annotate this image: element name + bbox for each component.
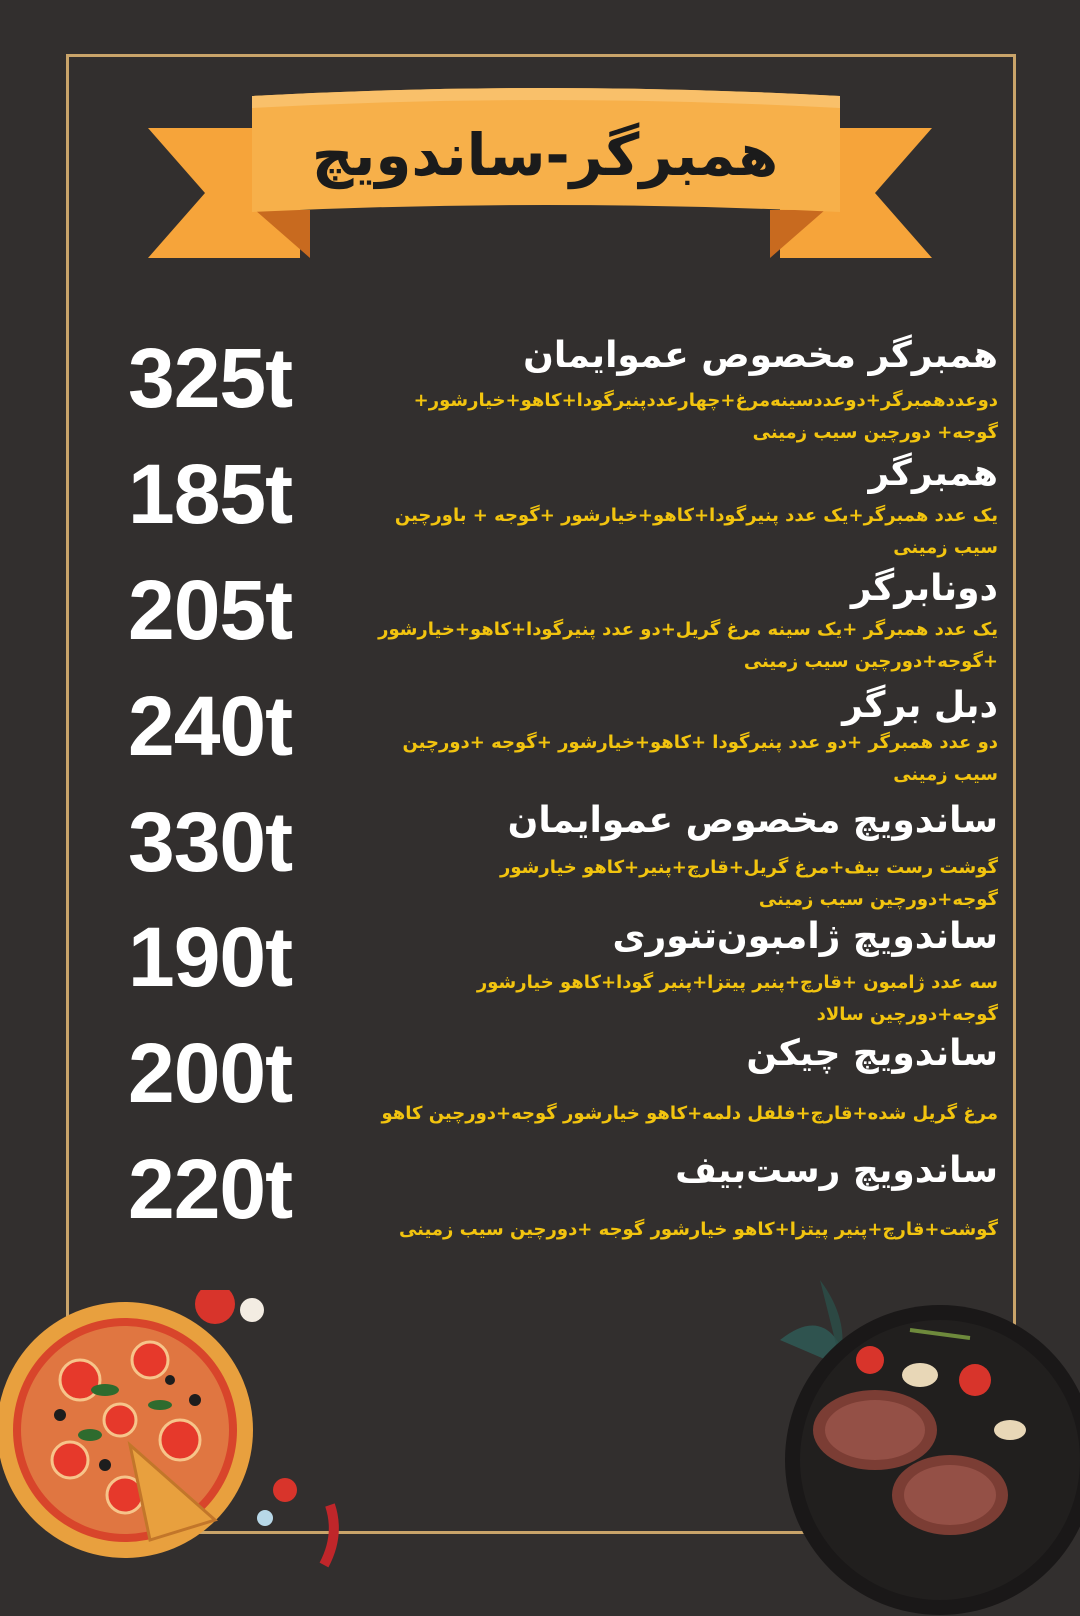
item-description: مرغ گریل شده+قارچ+فلفل دلمه+کاهو خیارشور گوجه+دورچین کاهو: [381, 1103, 998, 1124]
item-price: 190t: [128, 910, 293, 1004]
item-price: 220t: [128, 1142, 293, 1236]
item-price: 200t: [128, 1026, 293, 1120]
item-name: همبرگر: [868, 453, 998, 494]
item-name: ساندویچ رست‌بیف: [675, 1150, 998, 1191]
item-price: 240t: [128, 679, 293, 773]
item-name: ساندویچ ژامبون‌تنوری: [612, 916, 998, 957]
item-name: ساندویچ چیکن: [746, 1033, 998, 1074]
item-description: سه عدد ژامبون +قارچ+پنیر پیتزا+پنیر گودا+کاهو خیارشور گوجه+دورچین سالاد: [476, 972, 998, 1025]
menu-title: همبرگر-ساندویچ: [311, 121, 779, 189]
item-name: ساندویچ مخصوص عموایمان: [507, 800, 998, 841]
item-price: 330t: [128, 795, 293, 889]
item-name: دونابرگر: [850, 568, 998, 609]
item-description: یک عدد همبرگر +یک سینه مرغ گریل+دو عدد پنیرگودا+کاهو+خیارشور +گوجه+دورچین سیب زمینی: [378, 619, 998, 672]
item-name: همبرگر مخصوص عموایمان: [523, 335, 998, 376]
item-description: دوعددهمبرگر+دوعددسینه‌مرغ+چهارعددپنیرگودا+کاهو+خیارشور+ گوجه+ دورچین سیب زمینی: [413, 390, 998, 443]
item-price: 205t: [128, 563, 293, 657]
item-description: یک عدد همبرگر+یک عدد پنیرگودا+کاهو+خیارشور +گوجه + باورچین سیب زمینی: [394, 505, 998, 558]
item-name: دبل برگر: [842, 685, 998, 726]
item-price: 185t: [128, 447, 293, 541]
pizza-illustration: [0, 1290, 360, 1616]
item-description: دو عدد همبرگر +دو عدد پنیرگودا +کاهو+خیارشور +گوجه +دورچین سیب زمینی: [402, 732, 998, 785]
steak-plate-illustration: [760, 1280, 1080, 1616]
item-description: گوشت رست بیف+مرغ گریل+قارچ+پنیر+کاهو خیارشور گوجه+دورچین سیب زمینی: [499, 857, 998, 910]
item-description: گوشت+قارچ+پنیر پیتزا+کاهو خیارشور گوجه +دورچین سیب زمینی: [398, 1219, 998, 1240]
item-price: 325t: [128, 331, 293, 425]
